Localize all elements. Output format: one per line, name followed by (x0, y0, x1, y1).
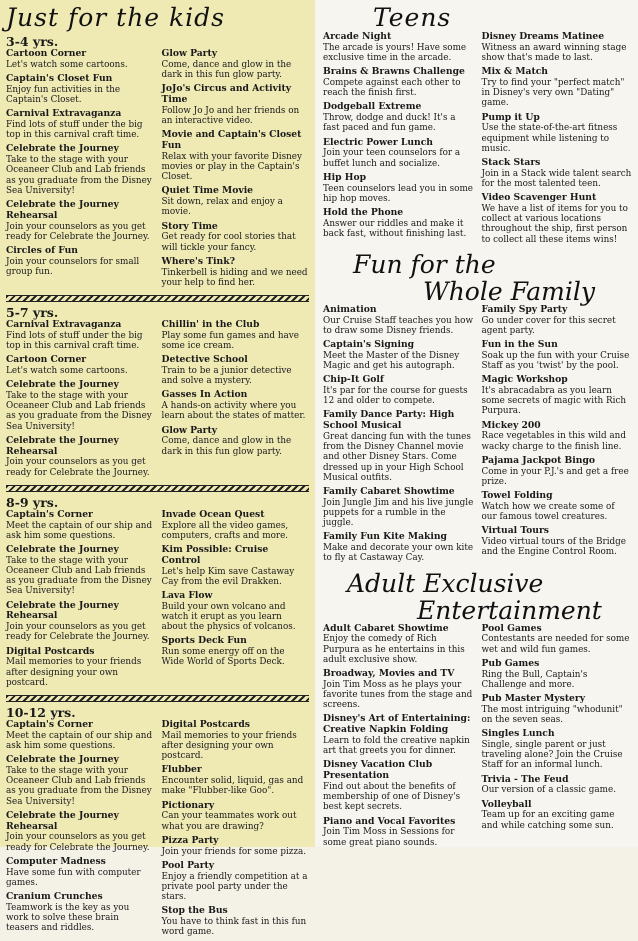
adult-title-line2: Entertainment (417, 595, 602, 625)
activity-item (162, 906, 310, 937)
activity-title: Stop the Bus (161, 905, 228, 917)
activity-title: Celebrate the Journey (6, 544, 119, 556)
activity-item (482, 659, 633, 690)
activity-item (6, 200, 154, 242)
teens-right (478, 32, 633, 249)
activity-item (6, 811, 154, 853)
activity-title: Singles Lunch (481, 728, 555, 740)
activity-title: Celebrate the Journey Rehearsal (6, 434, 119, 457)
activity-description: Tinkerbell is hiding and we need your help to find her. (161, 267, 308, 288)
activity-title: Story Time (161, 220, 218, 232)
activity-description: Our Cruise Staff teaches you how to draw some Disney friends. (323, 315, 473, 336)
activity-title: Dodgeball Extreme (323, 101, 422, 113)
activity-item (482, 526, 633, 557)
activity-description: Meet the captain of our ship and ask him some questions. (6, 730, 153, 752)
activity-title: Cranium Crunches (6, 891, 103, 903)
activity-title: Hip Hop (323, 171, 367, 183)
family-title-line2: Whole Family (423, 276, 595, 306)
activity-description: Soak up the fun with your Cruise Staff as you 'twist' by the pool. (481, 350, 630, 372)
group-8-9 (6, 510, 309, 692)
family-section (323, 305, 632, 568)
activity-title: Fun in the Sun (481, 339, 558, 351)
activity-description: Join your counselors as you get ready for Celebrate the Journey. (6, 622, 150, 643)
age-group-3-4: 3-4 yrs. (6, 34, 59, 49)
activity-description: Follow Jo Jo and her friends on an interactive video. (161, 105, 300, 126)
activity-title: Family Fun Kite Making (323, 531, 447, 543)
activity-item (323, 32, 474, 63)
activity-description: Can your teammates work out what you are drawing? (161, 811, 297, 832)
adult-right (478, 624, 633, 852)
group-3-4-right (158, 49, 310, 292)
activity-title: Captain's Corner (6, 508, 93, 520)
group-5-7-right (158, 320, 310, 482)
activity-description: The most intriguing "whodunit" on the seven seas. (481, 704, 623, 726)
activity-title: Trivia - The Feud (481, 773, 569, 785)
activity-title: Pump it Up (481, 111, 540, 123)
activity-item (323, 305, 474, 336)
activity-description: Relax with your favorite Disney movies or play in the Captain's Closet. (161, 151, 302, 183)
activity-description: Meet the Master of the Disney Magic and get his autograph. (323, 350, 460, 372)
activity-item (482, 491, 633, 522)
activity-description: Mail memories to your friends after designing your own postcard. (161, 730, 297, 762)
activity-item (323, 760, 474, 812)
activity-item (323, 340, 474, 371)
activity-description: The arcade is yours! Have some exclusive time in the arcade. (323, 42, 467, 63)
activity-title: Pictionary (161, 799, 215, 811)
activity-item (6, 109, 154, 140)
activity-title: Pajama Jackpot Bingo (481, 454, 596, 466)
activity-title: Cartoon Corner (6, 354, 87, 366)
adult-title-line1: Adult Exclusive (347, 568, 544, 598)
activity-title: Animation (323, 303, 377, 315)
activity-title: Electric Power Lunch (323, 136, 433, 148)
activity-item (6, 380, 154, 432)
activity-title: Chillin' in the Club (161, 319, 260, 331)
activity-title: Celebrate the Journey (6, 143, 119, 155)
activity-title: Disney's Art of Entertaining: Creative Napkin Folding (323, 713, 471, 736)
activity-title: Brains & Brawns Challenge (323, 66, 465, 78)
activity-item (6, 320, 154, 351)
activity-item (323, 669, 474, 710)
activity-item (482, 775, 633, 796)
teens-title: Teens (373, 3, 452, 32)
activity-description: Let's help Kim save Castaway Cay from the evil Drakken. (161, 566, 295, 587)
group-3-4-left (6, 49, 158, 292)
activity-item (162, 355, 310, 386)
activity-item (162, 49, 310, 80)
activity-title: Captain's Closet Fun (6, 73, 113, 84)
activity-item (482, 421, 633, 452)
activity-description: Train to be a junior detective and solve a mystery. (161, 366, 292, 387)
activity-item (6, 892, 154, 933)
activity-description: Join your teen counselors for a buffet lunch and socialize. (323, 148, 461, 169)
activity-item (162, 222, 310, 253)
activity-description: Take to the stage with your Oceaneer Club and Lab friends as you graduate from the Disney Sea University! (6, 555, 152, 597)
activity-item (162, 545, 310, 587)
activity-item (323, 714, 474, 756)
activity-description: Encounter solid, liquid, gas and make "Flubber-like Goo". (161, 776, 304, 797)
activity-title: Celebrate the Journey (6, 754, 119, 766)
activity-description: Join your counselors for small group fun. (6, 256, 140, 278)
activity-description: Join your counselors as you get ready for Celebrate the Journey. (6, 221, 150, 242)
activity-item (323, 487, 474, 528)
activity-item (6, 755, 154, 807)
activity-description: Take to the stage with your Oceaneer Club and Lab friends as you graduate from the Disney Sea University! (6, 766, 152, 807)
activity-description: Build your own volcano and watch it erupt as you learn about the physics of volcanos. (161, 601, 296, 633)
activity-title: Pub Master Mystery (481, 693, 586, 705)
activity-title: Family Cabaret Showtime (323, 486, 455, 498)
activity-item (6, 49, 154, 70)
activity-title: Lava Flow (161, 590, 213, 602)
activity-description: Let's watch some cartoons. (6, 366, 128, 377)
activity-title: Flubber (161, 764, 202, 776)
activity-description: Find lots of stuff under the big top in this carnival craft time. (6, 330, 143, 352)
group-8-9-right (158, 510, 310, 692)
activity-title: Movie and Captain's Closet Fun (161, 129, 302, 151)
activity-item (323, 102, 474, 133)
family-title-line1: Fun for the (353, 249, 496, 279)
activity-item (6, 74, 154, 105)
divider (6, 695, 309, 702)
activity-description: Use the state-of-the-art fitness equipment while listening to music. (481, 123, 618, 154)
activity-title: Family Spy Party (481, 303, 568, 315)
activity-title: Sports Deck Fun (161, 635, 247, 647)
activity-item (6, 355, 154, 376)
activity-description: Teen counselors lead you in some hip hop moves. (323, 183, 474, 204)
family-right (478, 305, 633, 568)
group-10-12-left (6, 720, 158, 941)
activity-item (323, 67, 474, 98)
group-5-7-left (6, 320, 158, 482)
activity-item (482, 624, 633, 655)
activity-item (482, 340, 633, 371)
activity-description: Join your counselors as you get ready for Celebrate the Journey. (6, 457, 150, 478)
activity-item (482, 193, 633, 245)
activity-title: Mix & Match (481, 66, 548, 78)
activity-title: Broadway, Movies and TV (323, 668, 455, 680)
activity-item (482, 32, 633, 63)
activity-description: Find lots of stuff under the big top in this carnival craft time. (6, 120, 143, 141)
activity-item (6, 647, 154, 688)
group-10-12-right (158, 720, 310, 941)
activity-title: Computer Madness (6, 855, 106, 867)
group-5-7 (6, 320, 309, 482)
activity-description: Mail memories to your friends after designing your own postcard. (6, 657, 142, 688)
activity-description: Explore all the video games, computers, crafts and more. (161, 520, 289, 541)
activity-title: JoJo's Circus and Activity Time (161, 83, 292, 105)
activity-item (162, 426, 310, 457)
activity-item (323, 410, 474, 483)
group-8-9-left (6, 510, 158, 692)
activity-title: Virtual Tours (481, 525, 549, 537)
activity-title: Where's Tink? (161, 255, 235, 267)
activity-item (482, 729, 633, 770)
activity-description: Take to the stage with your Oceaneer Club and Lab friends as you graduate from the Disney Sea University! (6, 155, 152, 196)
activity-description: Get ready for cool stories that will tickle your fancy. (161, 232, 296, 253)
activity-item (162, 84, 310, 126)
age-group-5-7: 5-7 yrs. (6, 305, 59, 321)
activity-item (162, 130, 310, 182)
activity-title: Towel Folding (481, 490, 553, 502)
activity-description: Join your friends for some pizza. (161, 846, 307, 857)
activity-description: Throw, dodge and duck! It's a fast paced and fun game. (323, 113, 456, 134)
activity-title: Carnival Extravaganza (6, 319, 122, 331)
activity-description: Enjoy a friendly competition at a private pool party under the stars. (161, 871, 308, 903)
group-3-4 (6, 49, 309, 292)
activity-description: It's par for the course for guests 12 and older to compete. (323, 386, 468, 407)
activity-title: Circles of Fun (6, 245, 78, 257)
activity-item (482, 67, 633, 108)
activity-title: Family Dance Party: High School Musical (323, 409, 455, 432)
activity-item (323, 817, 474, 848)
age-group-10-12: 10-12 yrs. (6, 705, 76, 721)
activity-item (6, 510, 154, 541)
activity-title: Celebrate the Journey (6, 379, 119, 391)
activity-description: Run some energy off on the Wide World of Sports Deck. (161, 647, 285, 668)
activity-item (6, 144, 154, 196)
activity-item (6, 857, 154, 888)
activity-description: Teamwork is the key as you work to solve these brain teasers and riddles. (6, 902, 130, 934)
activity-item (162, 390, 310, 421)
activity-title: Arcade Night (323, 31, 392, 42)
activity-title: Carnival Extravaganza (6, 108, 122, 120)
activity-description: Compete against each other to reach the finish first. (323, 78, 461, 99)
activity-description: You have to think fast in this fun word game. (161, 917, 307, 938)
activity-item (323, 173, 474, 204)
family-left (323, 305, 478, 568)
kids-title: Just for the kids (6, 3, 226, 32)
activity-title: Piano and Vocal Favorites (323, 815, 456, 827)
activity-item (162, 636, 310, 667)
activity-item (323, 375, 474, 406)
activity-description: Answer our riddles and make it back fast, without finishing last. (323, 218, 467, 240)
activity-description: Come, dance and glow in the dark in this fun glow party. (161, 59, 292, 80)
activity-title: Celebrate the Journey Rehearsal (6, 809, 119, 832)
age-group-8-9: 8-9 yrs. (6, 494, 59, 510)
activity-item (6, 601, 154, 643)
activity-description: Join Jungle Jim and his live jungle puppets for a rumble in the juggle. (323, 497, 474, 529)
activity-title: Quiet Time Movie (161, 185, 254, 197)
activity-item (482, 113, 633, 154)
right-column (315, 0, 638, 847)
activity-item (162, 257, 310, 288)
activity-title: Digital Postcards (161, 719, 250, 731)
activity-title: Captain's Corner (6, 719, 93, 731)
activity-description: Come, dance and glow in the dark in this fun glow party. (161, 436, 292, 457)
activity-title: Pub Games (481, 657, 540, 669)
activity-item (323, 138, 474, 169)
activity-item (482, 375, 633, 416)
activity-title: Disney Dreams Matinee (481, 31, 605, 42)
activity-item (482, 800, 633, 831)
activity-description: Enjoy the comedy of Rich Purpura as he entertains in this adult exclusive show. (323, 634, 465, 665)
activity-title: Video Scavenger Hunt (481, 192, 597, 204)
activity-description: Our version of a classic game. (481, 785, 617, 796)
activity-title: Invade Ocean Quest (161, 508, 265, 520)
activity-item (482, 305, 633, 336)
activity-description: Take to the stage with your Oceaneer Club and Lab friends as you graduate from the Disney Sea University! (6, 391, 152, 432)
teens-section (323, 32, 632, 249)
activity-description: Video virtual tours of the Bridge and the Engine Control Room. (481, 537, 626, 558)
teens-left (323, 32, 478, 249)
kids-column (0, 0, 315, 938)
activity-description: Single, single parent or just traveling alone? Join the Cruise Staff for an informal lunch. (481, 740, 623, 771)
activity-title: Mickey 200 (481, 419, 541, 431)
activity-description: Try to find your "perfect match" in Disney's very own "Dating" game. (481, 78, 625, 109)
activity-title: Glow Party (161, 48, 218, 59)
activity-description: Learn to fold the creative napkin art that greets you for dinner. (323, 736, 470, 757)
activity-description: Have some fun with computer games. (6, 867, 141, 888)
activity-title: Captain's Signing (323, 339, 415, 351)
activity-title: Pizza Party (161, 834, 219, 846)
adult-title (323, 570, 632, 624)
activity-title: Chip-It Golf (323, 374, 384, 386)
activity-title: Gasses In Action (161, 389, 248, 401)
activity-item (162, 861, 310, 902)
activity-item (6, 436, 154, 478)
activity-description: Find out about the benefits of membership of one of Disney's best kept secrets. (323, 782, 461, 813)
activity-title: Hold the Phone (323, 207, 404, 219)
activity-description: Come in your P.J.'s and get a free prize. (481, 466, 629, 487)
activity-description: Sit down, relax and enjoy a movie. (161, 197, 283, 218)
activity-title: Kim Possible: Cruise Control (161, 544, 269, 566)
activity-item (162, 765, 310, 796)
activity-description: Join Tim Moss as he plays your favorite tunes from the stage and screens. (323, 679, 473, 711)
activity-item (6, 720, 154, 751)
divider (6, 485, 309, 492)
adult-left (323, 624, 478, 852)
activity-description: Join your counselors as you get ready for Celebrate the Journey. (6, 832, 150, 853)
activity-item (323, 532, 474, 563)
activity-description: Join in a Stack wide talent search for the most talented teen. (481, 168, 632, 190)
activity-item (162, 320, 310, 351)
activity-item (162, 591, 310, 632)
activity-item (6, 246, 154, 277)
activity-title: Pool Party (161, 859, 215, 871)
activity-item (162, 836, 310, 857)
activity-description: Team up for an exciting game and while catching some sun. (481, 810, 615, 831)
activity-item (162, 720, 310, 761)
activity-item (162, 801, 310, 832)
activity-title: Digital Postcards (6, 645, 95, 657)
group-10-12 (6, 720, 309, 941)
activity-title: Celebrate the Journey Rehearsal (6, 199, 119, 221)
activity-description: Race vegetables in this wild and wacky charge to the finish line. (481, 431, 626, 452)
activity-description: Witness an award winning stage show that's made to last. (481, 42, 627, 63)
activity-description: Meet the captain of our ship and ask him some questions. (6, 520, 153, 541)
activity-description: It's abracadabra as you learn some secrets of magic with Rich Purpura. (481, 386, 627, 417)
activity-item (6, 545, 154, 597)
activity-title: Volleyball (481, 798, 532, 810)
family-title (323, 251, 632, 305)
activity-description: Enjoy fun activities in the Captain's Closet. (6, 84, 121, 105)
activity-description: Let's watch some cartoons. (6, 59, 128, 70)
activity-description: Play some fun games and have some ice cream. (161, 330, 299, 352)
activity-description: Great dancing fun with the tunes from the Disney Channel movie and other Disney Stars. Come dressed up in your High School Musical outfits. (323, 432, 471, 483)
activity-title: Cartoon Corner (6, 48, 87, 59)
activity-item (482, 694, 633, 725)
activity-item (323, 624, 474, 665)
activity-title: Celebrate the Journey Rehearsal (6, 599, 119, 622)
activity-title: Detective School (161, 354, 248, 366)
activity-title: Stack Stars (481, 157, 541, 169)
activity-description: Ring the Bull, Captain's Challenge and more. (481, 669, 588, 690)
activity-description: Watch how we create some of our famous towel creatures. (481, 501, 615, 523)
activity-item (482, 158, 633, 189)
activity-item (162, 186, 310, 217)
divider (6, 295, 309, 302)
activity-title: Adult Cabaret Showtime (323, 622, 449, 634)
activity-description: Go under cover for this secret agent party. (481, 315, 616, 336)
activity-title: Disney Vacation Club Presentation (323, 759, 433, 782)
activity-description: Make and decorate your own kite to fly at Castaway Cay. (323, 543, 474, 564)
activity-description: Join Tim Moss in Sessions for some great piano sounds. (323, 827, 455, 848)
activity-item (323, 208, 474, 239)
activity-description: We have a list of items for you to collect at various locations throughout the ship, first person to collect all these items wins! (481, 204, 628, 245)
activity-description: Contestants are needed for some wet and wild fun games. (481, 634, 630, 655)
activity-title: Glow Party (161, 424, 218, 436)
activity-item (162, 510, 310, 541)
activity-title: Magic Workshop (481, 374, 568, 386)
adult-section (323, 624, 632, 852)
activity-title: Pool Games (481, 622, 542, 634)
activity-description: A hands-on activity where you learn about the states of matter. (161, 401, 306, 422)
activity-item (482, 456, 633, 487)
